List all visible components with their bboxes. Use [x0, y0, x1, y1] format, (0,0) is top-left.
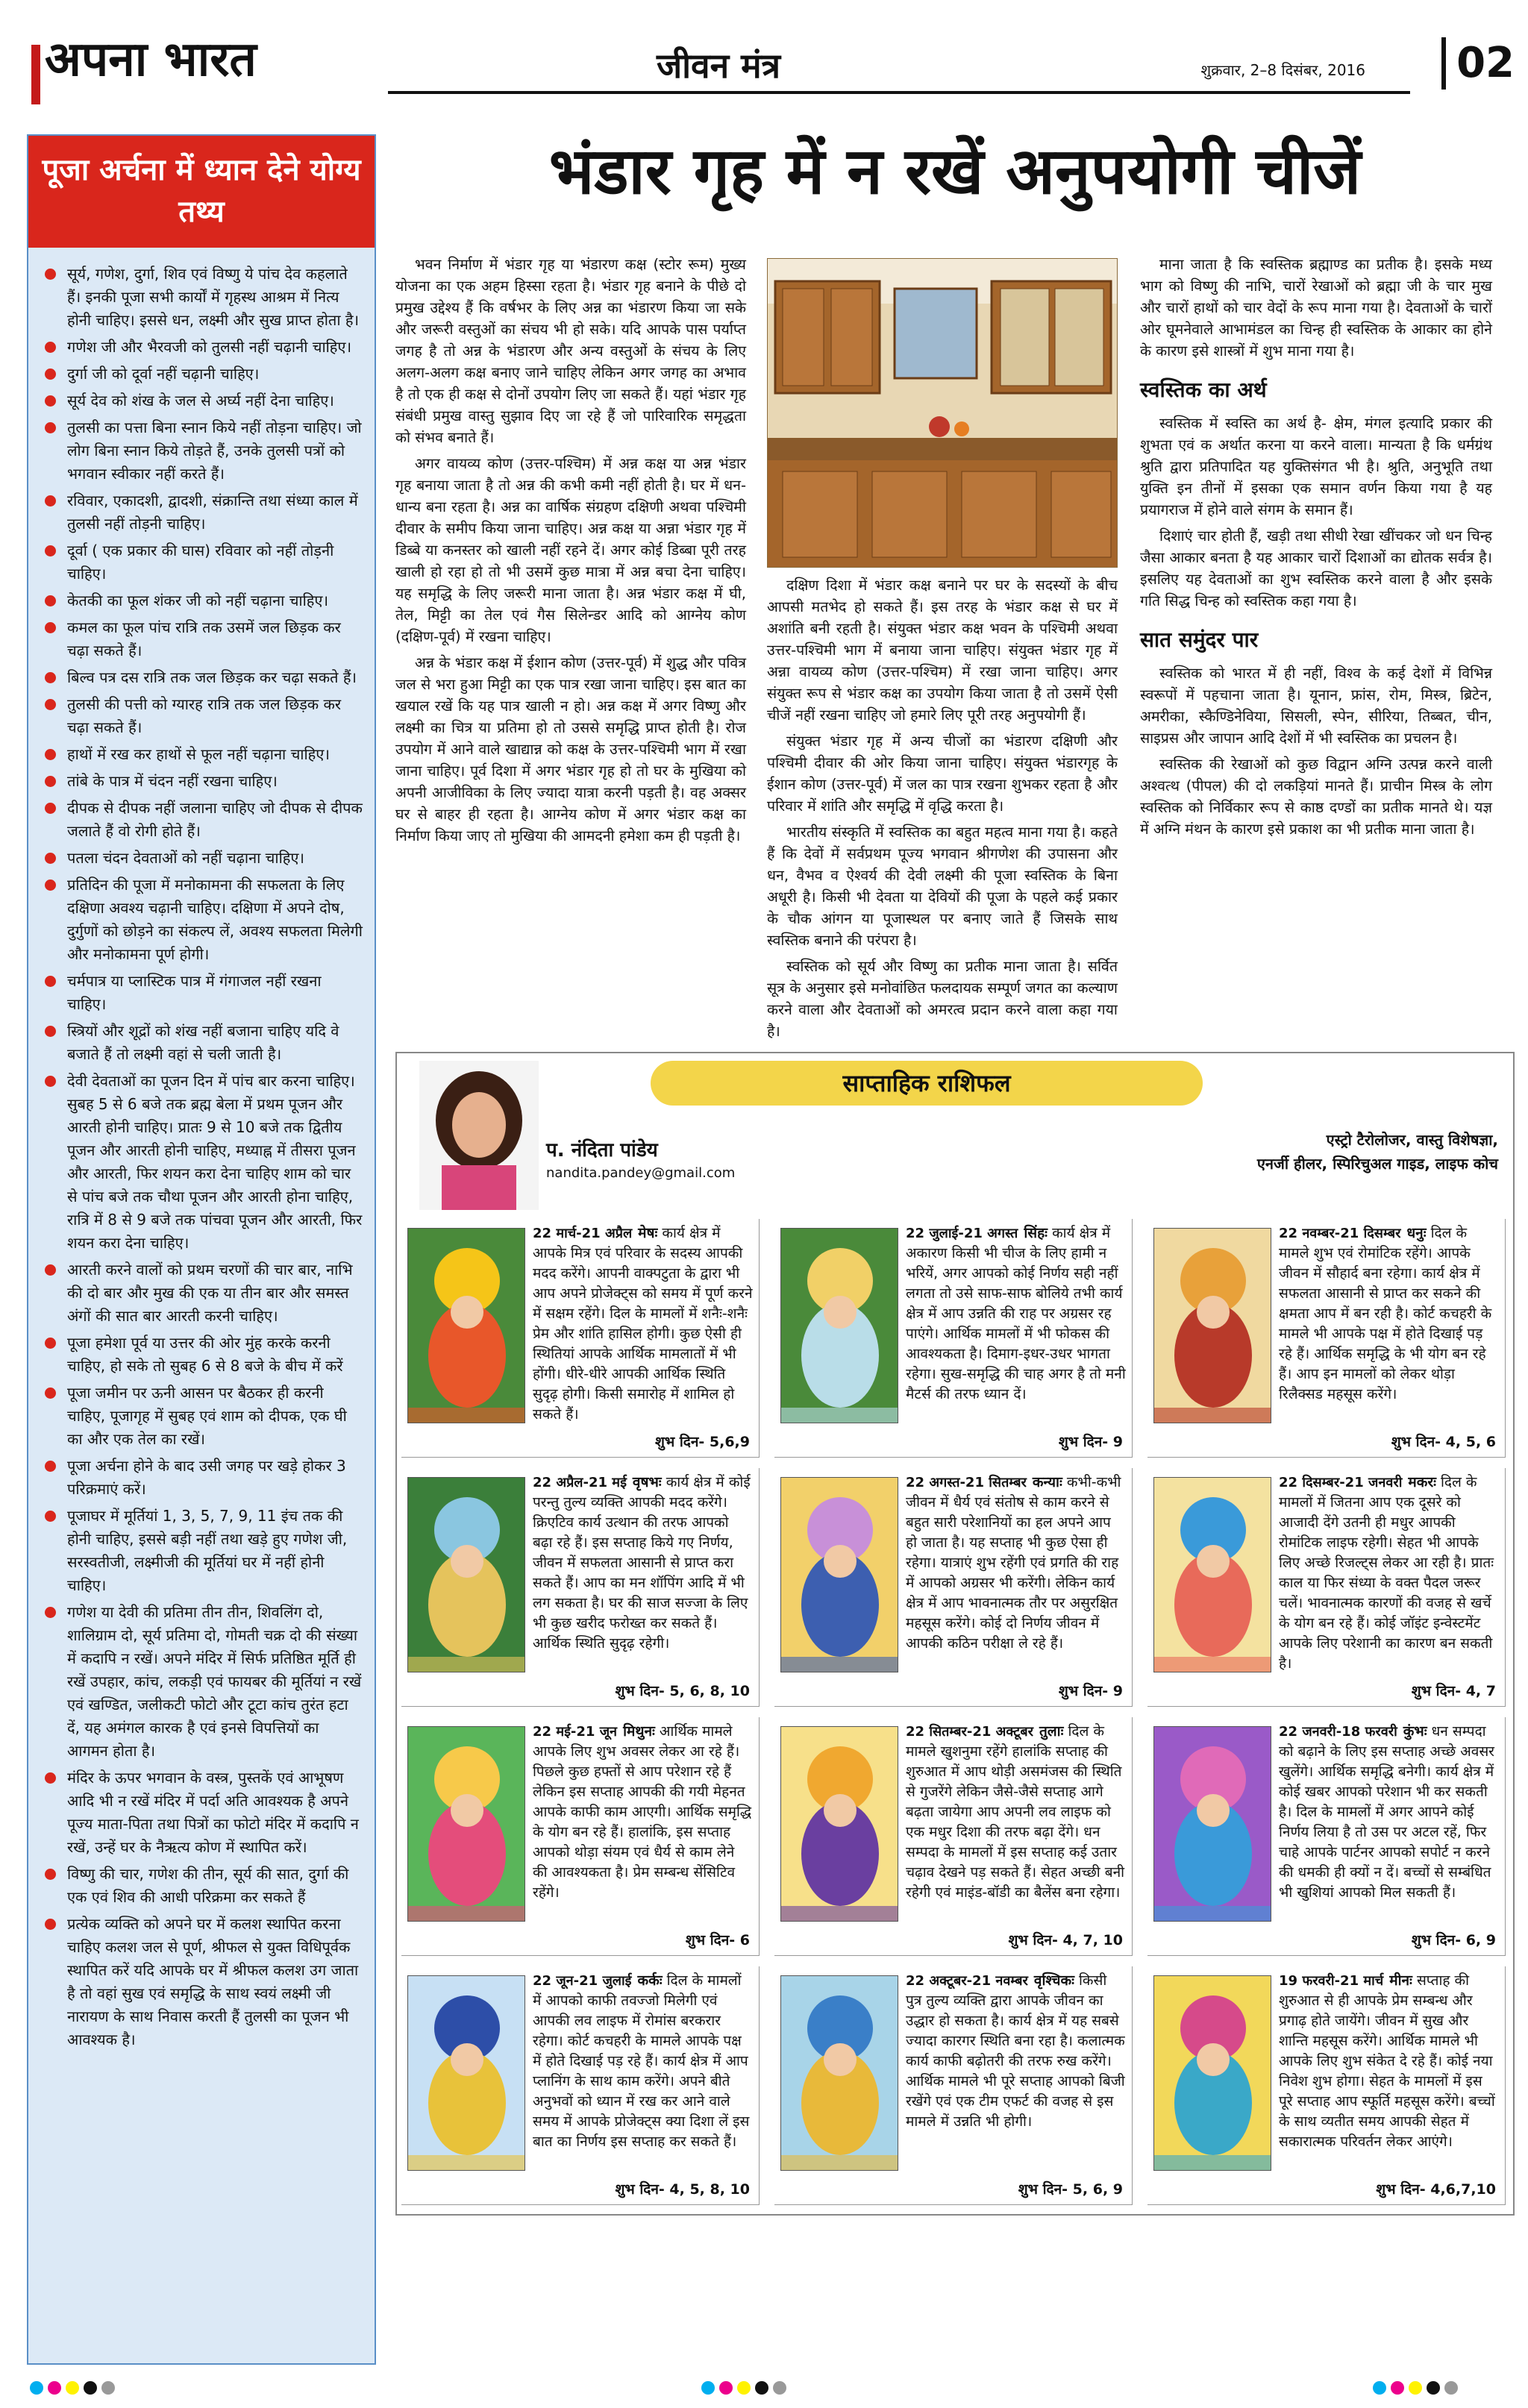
sidebar-fact-text: रविवार, एकादशी, द्वादशी, संक्रान्ति तथा संध्या काल में तुलसी नहीं तोड़नी चाहिए। [67, 492, 358, 533]
bullet-icon [45, 1388, 56, 1399]
sidebar-fact-text: पूजाघर में मूर्तियां 1, 3, 5, 7, 9, 11 इंच तक की होनी चाहिए, इससे बड़ी नहीं तथा खड़े हुए गणेश जी, सरस्वतीजी, लक्ष्मीजी की मूर्तियां घर में नहीं होनी चाहिए। [67, 1507, 348, 1594]
zodiac-date-range: 22 जून-21 जुलाई [533, 1973, 632, 1989]
lucky-days: शुभ दिन- 9 [1058, 1683, 1123, 1699]
zodiac-sign-name: मकरः [1408, 1474, 1436, 1490]
lucky-days: शुभ दिन- 4, 5, 6 [1391, 1434, 1496, 1450]
sidebar-fact-item [45, 1601, 363, 1763]
section-name: जीवन मंत्र [657, 46, 781, 86]
article-paragraph: स्वस्तिक में स्वस्ति का अर्थ है- क्षेम, मंगल इत्यादि प्रकार की शुभता एवं क अर्थात करना या करने वाला। मान्यता है कि धर्मग्रंथ श्रुति द्वारा प्रतिपादित यह युक्तिसंगत भी है। श्रुति, अनुभूति तथा युक्ति इन तीनों में इसका एक समान वर्णन किया गया है यह प्रयागराज में होने वाले संगम के समान हैं। [1140, 415, 1492, 518]
zodiac-sign-name: वृषभः [632, 1474, 662, 1490]
sidebar-fact-text: कमल का फूल पांच रात्रि तक उसमें जल छिड़क कर चढ़ा सकते हैं। [67, 618, 341, 659]
bullet-icon [45, 880, 56, 891]
sidebar-fact-text: पूजा जमीन पर ऊनी आसन पर बैठकर ही करनी चाहिए, पूजागृह में सुबह एवं शाम को दीपक, एक घी का और एक तेल का रखें। [67, 1384, 347, 1448]
kitchen-illustration [768, 259, 1118, 568]
zodiac-card-virgo [774, 1468, 1133, 1707]
sidebar-fact-text: पतला चंदन देवताओं को नहीं चढ़ाना चाहिए। [67, 849, 305, 867]
sidebar-fact-item [45, 770, 363, 793]
bullet-icon [45, 1919, 56, 1930]
zodiac-card-scorpio [774, 1966, 1133, 2205]
sidebar-fact-text: सूर्य, गणेश, दुर्गा, शिव एवं विष्णु ये पांच देव कहलाते हैं। इनकी पूजा सभी कार्यों में गृहस्थ आश्रम में नित्य होनी चाहिए। इससे धन, लक्ष्मी और सुख प्राप्त होता है। [67, 265, 360, 329]
pisces-zodiac-icon [1153, 1975, 1271, 2171]
bullet-icon [45, 495, 56, 507]
article-column-3 [1140, 254, 1492, 844]
masthead [0, 0, 1528, 112]
brand-accent-bar [31, 45, 40, 104]
zodiac-sign-name: तुलाः [1039, 1723, 1064, 1740]
article-paragraph: स्वस्तिक को सूर्य और विष्णु का प्रतीक माना जाता है। सर्वित सूत्र के अनुसार इसे मनोवांछित फलदायक सम्पूर्ण जगत का कल्याण करने वाला और देवताओं को अमरत्व प्रदान करने वाला कहा गया है। [767, 958, 1118, 1040]
sidebar-fact-item [45, 539, 363, 586]
sidebar-fact-text: दुर्गा जी को दूर्वा नहीं चढ़ानी चाहिए। [67, 365, 260, 383]
bullet-icon [45, 369, 56, 380]
sidebar-fact-item [45, 874, 363, 966]
sidebar-fact-item [45, 363, 363, 386]
article-column-1 [395, 254, 746, 851]
sidebar-fact-item [45, 589, 363, 612]
bullet-icon [45, 269, 56, 280]
zodiac-date-range: 22 जनवरी-18 फरवरी [1279, 1724, 1397, 1740]
zodiac-card-capricorn [1147, 1468, 1506, 1707]
zodiac-prediction: दिल के मामलों में आपको काफी तवज्जो मिलेगी एवं आपकी लव लाइफ में रोमांस बरकरार रहेगा। कोर्ट कचहरी के मामले आपके पक्ष में होते दिखाई पड़ रहे हैं। कार्य क्षेत्र में आप प्लानिंग के साथ काम करेंगे। अपने बीते अनुभवों को ध्यान में रख कर आने वाले समय में आपके प्रोजेक्ट्स क्या दिशा लें इस बात का निर्णय इस सप्ताह कर सकते हैं। [533, 1972, 750, 2150]
bullet-icon [45, 595, 56, 606]
zodiac-card-sagittarius [1147, 1219, 1506, 1458]
libra-zodiac-icon [780, 1726, 898, 1922]
sidebar-fact-text: दूर्वा ( एक प्रकार की घास) रविवार को नहीं तोड़नी चाहिए। [67, 542, 334, 583]
article-paragraph: स्वस्तिक की रेखाओं को कुछ विद्वान अग्नि उत्पन्न करने वाली अश्वत्थ (पीपल) की दो लकड़ियां मानते हैं। प्राचीन मिस्त्र के लोग स्वस्तिक को निर्विकार रूप से काष्ठ दण्डों का प्रतीक मानते थे। यज्ञ में अग्नि मंथन के कारण इसे प्रकाश का भी प्रतीक माना जाता है। [1140, 756, 1492, 838]
sidebar-fact-text: तुलसी की पत्ती को ग्यारह रात्रि तक जल छिड़क कर चढ़ा सकते हैं। [67, 695, 342, 736]
zodiac-card-pisces [1147, 1966, 1506, 2205]
bullet-icon [45, 1772, 56, 1784]
aquarius-zodiac-icon [1153, 1726, 1271, 1922]
zodiac-sign-name: कन्याः [1032, 1474, 1062, 1490]
sidebar-fact-text: तांबे के पात्र में चंदन नहीं रखना चाहिए। [67, 772, 278, 790]
zodiac-prediction: कार्य क्षेत्र में आपके मित्र एवं परिवार के सदस्य आपकी मदद करेंगे। आपनी वाक्पटुता के द्वारा भी आप अपने प्रोजेक्ट्स को समय में पूर्ण करने में सक्षम रहेंगे। दिल के मामलों में शनैः-शनैः प्रेम और शांति हासिल होगी। कुछ ऐसी ही स्थितियां आपके आर्थिक मामलातों में भी होंगी। धीरे-धीरे आपकी आर्थिक स्थिति सुदृढ़ होगी। किसी समारोह में शामिल हो सकते हैं। [533, 1225, 753, 1423]
subhead-seven-seas: सात समुंदर पार [1140, 627, 1259, 652]
sidebar-fact-item [45, 263, 363, 332]
weekly-horoscope [395, 1052, 1515, 2216]
bullet-icon [45, 853, 56, 864]
zodiac-sign-name: धनुः [1406, 1225, 1427, 1241]
grey-dot [1444, 2381, 1458, 2395]
lucky-days: शुभ दिन- 6, 9 [1411, 1932, 1496, 1948]
aries-zodiac-icon [407, 1228, 525, 1423]
horoscope-title: साप्ताहिक राशिफल [651, 1061, 1203, 1106]
lucky-days: शुभ दिन- 6 [685, 1932, 750, 1948]
article-paragraph: भारतीय संस्कृति में स्वस्तिक का बहुत महत्व माना गया है। कहते हैं कि देवों में सर्वप्रथम पूज्य भगवान श्रीगणेश की उपासना और धन, वैभव व ऐश्वर्य की देवी लक्ष्मी की पूजा स्वस्तिक के बिना अधूरी है। किसी भी देवता या देवियों की पूजा के पहले कई प्रकार के चौक आंगन या पूजास्थल पर बनाए जाते हैं जिसके साथ स्वस्तिक बनाने की परंपरा है। [767, 824, 1118, 949]
bullet-icon [45, 1338, 56, 1349]
bullet-icon [45, 545, 56, 556]
bullet-icon [45, 699, 56, 710]
zodiac-card-cancer [401, 1966, 760, 2205]
zodiac-date-range: 22 सितम्बर-21 अक्टूबर [906, 1724, 1033, 1740]
print-registration-marks-right [1373, 2381, 1458, 2395]
sidebar-fact-item [45, 489, 363, 536]
article-paragraph: स्वस्तिक को भारत में ही नहीं, विश्व के कई देशों में विभिन्न स्वरूपों में पहचाना जाता है। यूनान, फ्रांस, रोम, मिस्त्र, ब्रिटेन, अमरीका, स्कैण्डिनेविया, सिसली, स्पेन, सीरिया, तिब्बत, चीन, साइप्रस और जापान आदि देशों में भी स्वस्तिक का प्रचलन है। [1140, 665, 1492, 747]
zodiac-card-aquarius [1147, 1717, 1506, 1956]
sidebar-fact-text: दीपक से दीपक नहीं जलाना चाहिए जो दीपक से दीपक जलाते हैं वो रोगी होते हैं। [67, 799, 363, 840]
black-dot [84, 2381, 97, 2395]
sidebar-fact-text: प्रत्येक व्यक्ति को अपने घर में कलश स्थापित करना चाहिए कलश जल से पूर्ण, श्रीफल से युक्त विधिपूर्वक स्थापित करें यदि आपके घर में श्रीफल कलश उग जाता है तो वहां सुख एवं समृद्धि के साथ स्वयं लक्ष्मी जी नारायण के साथ निवास करती हैं तुलसी का पूजन भी आवश्यक है। [67, 1915, 359, 2048]
swastik-intro: माना जाता है कि स्वस्तिक ब्रह्माण्ड का प्रतीक है। इसके मध्य भाग को विष्णु की नाभि, चारों रेखाओं को ब्रह्मा जी के चार मुख और चारों हाथों को चार वेदों के रूप माना गया है। देवताओं के चारों ओर घूमनेवाले आभामंडल का चिन्ह ही स्वस्तिक के आकार का होने के कारण इसे शास्त्रों में शुभ माना गया है। [1140, 256, 1492, 360]
sidebar-title: पूजा अर्चना में ध्यान देने योग्य तथ्य [28, 136, 375, 248]
article-headline: भंडार गृह में न रखें अनुपयोगी चीजें [548, 134, 1362, 209]
cyan-dot [1373, 2381, 1386, 2395]
yellow-dot [737, 2381, 751, 2395]
zodiac-prediction: धन सम्पदा को बढ़ाने के लिए इस सप्ताह अच्छे अवसर खुलेंगे। आर्थिक समृद्धि बनेगी। कार्य क्षेत्र में कोई खबर आपको परेशान भी कर सकती है। दिल के मामलों में अगर आपने कोई निर्णय लिया है तो उस पर अटल रहें, फिर चाहे आपके पार्टनर आपको सपोर्ट न करने की धमकी ही क्यों न दें। बच्चों से सम्बंधित भी खुशियां आपको मिल सकती हैं। [1279, 1723, 1494, 1901]
kitchen-photo [767, 258, 1118, 568]
sidebar-fact-item [45, 389, 363, 413]
zodiac-prediction: कार्य क्षेत्र में कोई परन्तु तुल्य व्यक्ति आपकी मदद करेंगे। क्रिएटिव कार्य उत्थान की तरफ आपको बढ़ा रहे हैं। इस सप्ताह किये गए निर्णय, जीवन में सफलता आसानी से प्राप्त करा सकते हैं। आप का मन शॉपिंग आदि में भी लग सकता है। घर की साज सज्जा के लिए भी कुछ खरीद फरोख्त कर सकते हैं। आर्थिक स्थिति सुदृढ़ रहेगी। [533, 1474, 751, 1652]
zodiac-sign-name: कुंभः [1403, 1723, 1427, 1740]
article-paragraph: अन्न के भंडार कक्ष में ईशान कोण (उत्तर-पूर्व) में शुद्ध और पवित्र जल से भरा हुआ मिट्टी का एक पात्र रखा जाना चाहिए। इस बात का खयाल रखें कि यह पात्र खाली न हो। अन्न कक्ष में अगर विष्णु और लक्ष्मी का चित्र या प्रतिमा हो तो उससे समृद्धि प्राप्त होती है। रोज उपयोग में आने वाले खाद्यान्न को कक्ष के उत्तर-पश्चिमी भाग में रखा जाना चाहिए। पूर्व दिशा में अगर भंडार गृह हो तो घर के मुखिया को अपनी आजीविका के लिए ज्यादा यात्रा करनी पड़ती है। वह अक्सर घर से बाहर ही रहता है। आग्नेय कोण में अगर भंडार कक्ष का निर्माण किया जाए तो मुखिया की आमदनी हमेशा कम ही पड़ती है। [395, 654, 746, 844]
bullet-icon [45, 803, 56, 814]
astrologer-name: प. नंदिता पांडेय [546, 1139, 658, 1161]
sidebar-fact-text: आरती करने वालों को प्रथम चरणों की चार बार, नाभि की दो बार और मुख की एक या तीन बार और समस्त अंगों की सात बार आरती करनी चाहिए। [67, 1261, 353, 1325]
bullet-icon [45, 1869, 56, 1880]
zodiac-sign-name: मिथुनः [623, 1723, 655, 1740]
sidebar-list [28, 248, 375, 2070]
zodiac-date-range: 22 मार्च-21 अप्रैल [533, 1226, 633, 1241]
sidebar-fact-item [45, 1020, 363, 1066]
gemini-zodiac-icon [407, 1726, 525, 1922]
lucky-days: शुभ दिन- 4,6,7,10 [1376, 2181, 1496, 2198]
sidebar-fact-item [45, 616, 363, 662]
sidebar-fact-text: तुलसी का पत्ता बिना स्नान किये नहीं तोड़ना चाहिए। जो लोग बिना स्नान किये तोड़ते हैं, उनके तुलसी पत्रों को भगवान स्वीकार नहीं करते हैं। [67, 418, 362, 483]
zodiac-date-range: 19 फरवरी-21 मार्च [1279, 1973, 1384, 1989]
sidebar-fact-text: स्त्रियों और शूद्रों को शंख नहीं बजाना चाहिए यदि वे बजाते हैं तो लक्ष्मी वहां से चली जाती है। [67, 1022, 339, 1063]
lucky-days: शुभ दिन- 9 [1058, 1434, 1123, 1450]
lucky-days: शुभ दिन- 5,6,9 [654, 1434, 750, 1450]
zodiac-date-range: 22 अक्टूबर-21 नवम्बर [906, 1973, 1028, 1989]
lucky-days: शुभ दिन- 5, 6, 9 [1018, 2181, 1123, 2198]
sidebar-fact-item [45, 970, 363, 1016]
zodiac-sign-name: मीनः [1389, 1972, 1412, 1989]
astrologer-photo [419, 1061, 539, 1210]
sidebar-fact-item [45, 1766, 363, 1859]
black-dot [755, 2381, 768, 2395]
zodiac-sign-name: मेषः [638, 1225, 658, 1241]
astrologer-email[interactable]: nandita.pandey@gmail.com [546, 1165, 736, 1181]
sidebar-fact-item [45, 1505, 363, 1597]
zodiac-date-range: 22 अगस्त-21 सितम्बर [906, 1475, 1027, 1490]
cyan-dot [30, 2381, 43, 2395]
print-registration-marks-center [701, 2381, 786, 2395]
article-paragraph: भवन निर्माण में भंडार गृह या भंडारण कक्ष (स्टोर रूम) मुख्य योजना का एक अहम हिस्सा रहता है। भंडार गृह बनाने के पीछे दो प्रमुख उद्देश्य हैं कि वर्षभर के लिए अन्न का भंडारण किया जा सके और जरूरी वस्तुओं का संचय भी हो सके। यदि आपके पास पर्याप्त जगह है तो अन्न के भंडारण और अन्य वस्तुओं के संचय के लिए अलग-अलग कक्ष बनाए जाने चाहिए लेकिन अगर जगह का अभाव है तो एक ही कक्ष से दोनों उपयोग लिए जा सकते हैं। यहां भंडार गृह संबंधी प्रमुख वास्तु सुझाव दिए जा रहे हैं जो पारिवारिक समृद्धता को संभव बनाते हैं। [395, 256, 746, 446]
page-number: 02 [1441, 37, 1515, 90]
bullet-icon [45, 1461, 56, 1472]
yellow-dot [66, 2381, 79, 2395]
sidebar-fact-item [45, 1863, 363, 1909]
sidebar-fact-item [45, 1258, 363, 1328]
sidebar-fact-text: गणेश या देवी की प्रतिमा तीन तीन, शिवलिंग दो, शालिग्राम दो, सूर्य प्रतिमा दो, गोमती चक्र दो की संख्या में कदापि न रखें। अपने मंदिर में सिर्फ प्रतिष्ठित मूर्ति ही रखें उपहार, कांच, लकड़ी एवं फायबर की मूर्तियां न रखें एवं खण्डित, जलीकटी फोटो और टूटा कांच तुरंत हटा दें, यह अमंगल कारक है एवं इनसे विपत्तियों का आगमन होता है। [67, 1603, 362, 1760]
bullet-icon [45, 1076, 56, 1087]
zodiac-prediction: किसी पुत्र तुल्य व्यक्ति द्वारा आपके जीवन का उद्धार हो सकता है। कार्य क्षेत्र में यह सबसे ज्यादा कारगर स्थिति बना रहा है। कलात्मक कार्य काफी बढ़ोतरी की तरफ रुख करेंगे। आर्थिक मामले भी पूरे सप्ताह आपको बिजी रखेंगे एवं एक टीम एफर्ट की वजह से इस मामले में उन्नति भी होगी। [906, 1972, 1125, 2130]
sidebar-fact-text: सूर्य देव को शंख के जल से अर्घ्य नहीं देना चाहिए। [67, 392, 334, 410]
seven-seas-text [1140, 662, 1492, 840]
sidebar-fact-text: पूजा अर्चना होने के बाद उसी जगह पर खड़े होकर 3 परिक्रमाएं करें। [67, 1457, 346, 1498]
print-registration-marks-left [30, 2381, 115, 2395]
scorpio-zodiac-icon [780, 1975, 898, 2171]
sidebar-fact-text: गणेश जी और भैरवजी को तुलसी नहीं चढ़ानी चाहिए। [67, 338, 352, 356]
sidebar-fact-text: पूजा हमेशा पूर्व या उत्तर की ओर मुंह करके करनी चाहिए, हो सके तो सुबह 6 से 8 बजे के बीच में करें [67, 1334, 343, 1375]
bullet-icon [45, 1264, 56, 1276]
sidebar-fact-text: देवी देवताओं का पूजन दिन में पांच बार करना चाहिए। सुबह 5 से 6 बजे तक ब्रह्म बेला में प्रथम पूजन और आरती होनी चाहिए। प्रातः 9 से 10 बजे तक द्वितीय पूजन और आरती होनी चाहिए, मध्याह्न में तीसरा पूजन और आरती, फिर शयन करा देना चाहिए शाम को चार से पांच बजे तक चौथा पूजन और आरती होना चाहिए, रात्रि में 8 से 9 बजे तक पांचवा पूजन और आरती, फिर शयन करा देना चाहिए। [67, 1072, 363, 1252]
lucky-days: शुभ दिन- 5, 6, 8, 10 [615, 1683, 750, 1699]
article-paragraph: संयुक्त भंडार गृह में अन्य चीजों का भंडारण दक्षिणी और पश्चिमी दीवार की ओर किया जाना चाहिए। संयुक्त भंडारगृह के ईशान कोण (उत्तर-पूर्व) में जल का पात्र रखना शुभकर रहता है और परिवार में शांति और समृद्धि में वृद्धि करता है। [767, 733, 1118, 815]
bullet-icon [45, 776, 56, 787]
sidebar-fact-item [45, 693, 363, 739]
sidebar-fact-text: हाथों में रख कर हाथों से फूल नहीं चढ़ाना चाहिए। [67, 745, 330, 763]
bullet-icon [45, 1511, 56, 1522]
grey-dot [101, 2381, 115, 2395]
sidebar-fact-item [45, 743, 363, 766]
astrologer-credentials [1185, 1128, 1498, 1176]
sidebar-fact-item [45, 1455, 363, 1501]
lucky-days: शुभ दिन- 4, 7 [1411, 1683, 1496, 1699]
credentials-line-2: एनर्जी हीलर, स्पिरिचुअल गाइड, लाइफ कोच [1256, 1155, 1498, 1173]
leo-zodiac-icon [780, 1228, 898, 1423]
astrologer-portrait [419, 1061, 539, 1210]
zodiac-prediction: दिल के मामले शुभ एवं रोमांटिक रहेंगे। आपके जीवन में सौहार्द बना रहेगा। कार्य क्षेत्र में सफलता आसानी से प्राप्त कर सकने की क्षमता आप में बन रही है। कोर्ट कचहरी के मामले भी आपके पक्ष में होते दिखाई पड़ रहे हैं। आर्थिक समृद्धि के भी योग बन रहे हैं। आप इन मामलों को लेकर थोड़ा रिलैक्सड महसूस करेंगे। [1279, 1225, 1492, 1402]
main-article [395, 127, 1515, 1040]
article-column-2 [767, 574, 1118, 1047]
zodiac-card-gemini [401, 1717, 760, 1956]
magenta-dot [48, 2381, 61, 2395]
bullet-icon [45, 672, 56, 683]
sidebar-fact-item [45, 797, 363, 843]
zodiac-card-taurus [401, 1468, 760, 1707]
sidebar-fact-item [45, 336, 363, 359]
lucky-days: शुभ दिन- 4, 7, 10 [1008, 1932, 1123, 1948]
yellow-dot [1409, 2381, 1422, 2395]
bullet-icon [45, 1607, 56, 1618]
zodiac-sign-name: कर्कः [637, 1972, 663, 1989]
capricorn-zodiac-icon [1153, 1477, 1271, 1672]
magenta-dot [719, 2381, 733, 2395]
newspaper-brand: अपना भारत [45, 31, 257, 87]
sidebar-fact-text: मंदिर के ऊपर भगवान के वस्त्र, पुस्तकें एवं आभूषण आदि भी न रखें मंदिर में पर्दा अति आवश्यक है अपने पूज्य माता-पिता तथा पित्रों का फोटो मंदिर में कदापि न रखें, उन्हें घर के नैऋत्य कोण में स्थापित करें। [67, 1769, 359, 1856]
subhead-swastik-meaning: स्वस्तिक का अर्थ [1140, 377, 1267, 402]
bullet-icon [45, 749, 56, 760]
magenta-dot [1391, 2381, 1404, 2395]
sidebar-fact-item [45, 1070, 363, 1255]
black-dot [1427, 2381, 1440, 2395]
sidebar-fact-text: विष्णु की चार, गणेश की तीन, सूर्य की सात, दुर्गा की एक एवं शिव की आधी परिक्रमा कर सकते हैं [67, 1865, 349, 1906]
section-header [388, 34, 1410, 94]
grey-dot [773, 2381, 786, 2395]
credentials-line-1: एस्ट्रो टैरोलोजर, वास्तु विशेषज्ञा, [1326, 1131, 1498, 1149]
bullet-icon [45, 622, 56, 633]
swastik-meaning-text [1140, 413, 1492, 612]
sidebar-fact-item [45, 666, 363, 689]
article-paragraph: अगर वायव्य कोण (उत्तर-पश्चिम) में अन्न कक्ष या अन्न भंडार गृह बनाया जाता है तो अन्न की कभी कमी नहीं होती है। घर में धन-धान्य बना रहता है। अन्न का वार्षिक संग्रहण दक्षिणी अथवा पश्चिमी दीवार के समीप किया जाना चाहिए। अन्न कक्ष या अन्ना भंडार गृह में डिब्बे या कनस्तर को खाली नहीं रहने दें। अगर कोई डिब्बा पूरी तरह खाली हो रहा हो तो भी उसमें कुछ मात्रा में अन्न बचा देना चाहिए। यह समृद्धि के लिए जरूरी माना जाता है। अन्न भंडार कक्ष में घी, तेल, मिट्टी का तेल एवं गैस सिलेन्डर आदि को आग्नेय कोण (दक्षिण-पूर्व) में रखना चाहिए। [395, 455, 746, 645]
publication-date: शुक्रवार, 2–8 दिसंबर, 2016 [1200, 61, 1365, 79]
lucky-days: शुभ दिन- 4, 5, 8, 10 [615, 2181, 750, 2198]
zodiac-date-range: 22 जुलाई-21 अगस्त [906, 1226, 1018, 1241]
zodiac-date-range: 22 मई-21 जून [533, 1724, 618, 1740]
bullet-icon [45, 976, 56, 987]
zodiac-prediction: दिल के मामले खुशनुमा रहेंगे हालांकि सप्ताह की शुरुआत में आप थोड़ी असमंजस की स्थिति से गुजरेंगे लेकिन जैसे-जैसे सप्ताह आगे बढ़ता जायेगा आप अपनी लव लाइफ को एक मधुर दिशा की तरफ बढ़ा देंगे। धन सम्पदा के मामलों में इस सप्ताह कई उतार चढ़ाव देखने पड़ सकते हैं। सेहत अच्छी बनी रहेगी एवं माइंड-बॉडी का बैलेंस बना रहेगा। [906, 1723, 1125, 1901]
article-paragraph: दिशाएं चार होती हैं, खड़ी तथा सीधी रेखा खींचकर जो धन चिन्ह जैसा आकार बनता है यह आकार चारों दिशाओं का द्योतक सर्वत्र है। इसलिए यह देवताओं का शुभ स्वस्तिक करने वाला है और इसके गति सिद्ध चिन्ह को स्वस्तिक कहा गया है। [1140, 527, 1492, 609]
sidebar-fact-text: बिल्व पत्र दस रात्रि तक जल छिड़क कर चढ़ा सकते हैं। [67, 668, 357, 686]
zodiac-prediction: आर्थिक मामले आपके लिए शुभ अवसर लेकर आ रहे हैं। पिछले कुछ हफ्तों से आप परेशान रहे हैं लेकिन इस सप्ताह आपकी की गयी मेहनत आपके काफी काम आएगी। आर्थिक समृद्धि के योग बन रहे हैं। हालांकि, इस सप्ताह आपको थोड़ा संयम एवं धैर्य से काम लेने की आवश्यकता है। प्रेम सम्बन्ध सेंसिटिव रहेंगे। [533, 1723, 752, 1901]
zodiac-prediction: दिल के मामलों में जितना आप एक दूसरे को आजादी देंगे उतनी ही मधुर आपकी रोमांटिक लाइफ रहेगी। सेहत भी आपके लिए अच्छे रिजल्ट्स लेकर आ रही है। प्रातः काल या फिर संध्या के वक्त पैदल जरूर चलें। भावनात्मक कारणों की वजह से खर्चे के योग बन रहे हैं। कोई जॉइंट इन्वेस्टमेंट आपके लिए परेशानी का कारण बन सकती है। [1279, 1474, 1494, 1672]
zodiac-card-libra [774, 1717, 1133, 1956]
sidebar-fact-text: केतकी का फूल शंकर जी को नहीं चढ़ाना चाहिए। [67, 592, 329, 609]
bullet-icon [45, 342, 56, 353]
zodiac-card-aries [401, 1219, 760, 1458]
zodiac-card-leo [774, 1219, 1133, 1458]
zodiac-date-range: 22 नवम्बर-21 दिसम्बर [1279, 1226, 1401, 1241]
sidebar-fact-item [45, 416, 363, 486]
zodiac-date-range: 22 अप्रैल-21 मई [533, 1475, 627, 1490]
pooja-facts-sidebar [27, 134, 376, 2365]
zodiac-sign-name: सिंहः [1024, 1225, 1048, 1241]
zodiac-prediction: सप्ताह की शुरुआत से ही आपके प्रेम सम्बन्ध और प्रगाढ़ होते जायेंगे। जीवन में सुख और शान्ति महसूस करेंगे। आर्थिक मामले भी आपके लिए शुभ संकेत दे रहे हैं। कोई नया निवेश शुभ होगा। सेहत के मामलों में इस पूरे सप्ताह आप स्फूर्ति महसूस करेंगे। बच्चों के साथ व्यतीत समय आपकी सेहत में सकारात्मक परिवर्तन लेकर आएंगे। [1279, 1972, 1495, 2150]
zodiac-prediction: कभी-कभी जीवन में धैर्य एवं संतोष से काम करने से बहुत सारी परेशानियों का हल अपने आप हो जाता है। यह सप्ताह भी कुछ ऐसा ही रहेगा। यात्राएं शुभ रहेंगी एवं प्रगति की राह में आपको अग्रसर भी करेंगी। लेकिन कार्य क्षेत्र में आप भावनात्मक तौर पर असुरक्षित महसूस करेंगे। कोई दो निर्णय जीवन में आपकी कठिन परीक्षा ले रहे हैं। [906, 1474, 1121, 1652]
virgo-zodiac-icon [780, 1477, 898, 1672]
sidebar-fact-item [45, 1332, 363, 1378]
sidebar-fact-item [45, 847, 363, 870]
zodiac-sign-name: वृश्चिकः [1033, 1972, 1074, 1989]
sagittarius-zodiac-icon [1153, 1228, 1271, 1423]
zodiac-prediction: कार्य क्षेत्र में अकारण किसी भी चीज के लिए हामी न भरियें, अगर आपको कोई निर्णय सही नहीं लगता तो उसे साफ-साफ बोलिये तभी कार्य क्षेत्र में आप उन्नति की राह पर अग्रसर रह पाएंगे। आर्थिक मामलों में भी फोकस की आवश्यकता है। दिमाग-इधर-उधर भागता रहेगा। सुख-समृद्धि की चाह अगर है तो मनी मैटर्स की तरफ ध्यान दें। [906, 1225, 1126, 1402]
bullet-icon [45, 1026, 56, 1037]
bullet-icon [45, 395, 56, 407]
sidebar-fact-item [45, 1382, 363, 1451]
taurus-zodiac-icon [407, 1477, 525, 1672]
article-paragraph: दक्षिण दिशा में भंडार कक्ष बनाने पर घर के सदस्यों के बीच आपसी मतभेद हो सकते हैं। इस तरह के भंडार कक्ष से घर में अशांति बनी रहती है। संयुक्त भंडार कक्ष भवन के पश्चिमी अथवा उत्तर-पश्चिमी भाग में बनाया जाना चाहिए। संयुक्त भंडार गृह में अन्ना वायव्य कोण (उत्तर-पश्चिम) में रखा जाना चाहिए। अगर संयुक्त रूप से भंडार कक्ष का उपयोग किया जाता है तो उसमें ऐसी चीजें नहीं रखना चाहिए जो हमारे लिए पूरी तरह अनुपयोगी हैं। [767, 577, 1118, 724]
sidebar-fact-text: चर्मपात्र या प्लास्टिक पात्र में गंगाजल नहीं रखना चाहिए। [67, 972, 322, 1013]
sidebar-fact-text: प्रतिदिन की पूजा में मनोकामना की सफलता के लिए दक्षिणा अवश्य चढ़ानी चाहिए। दक्षिणा में अपने दोष, दुर्गुणों को छोड़ने का संकल्प लें, अवश्य सफलता मिलेगी और मनोकामना पूर्ण होगी। [67, 876, 363, 963]
bullet-icon [45, 422, 56, 433]
sidebar-fact-item [45, 1913, 363, 2051]
cyan-dot [701, 2381, 715, 2395]
cancer-zodiac-icon [407, 1975, 525, 2171]
zodiac-date-range: 22 दिसम्बर-21 जनवरी [1279, 1475, 1403, 1490]
